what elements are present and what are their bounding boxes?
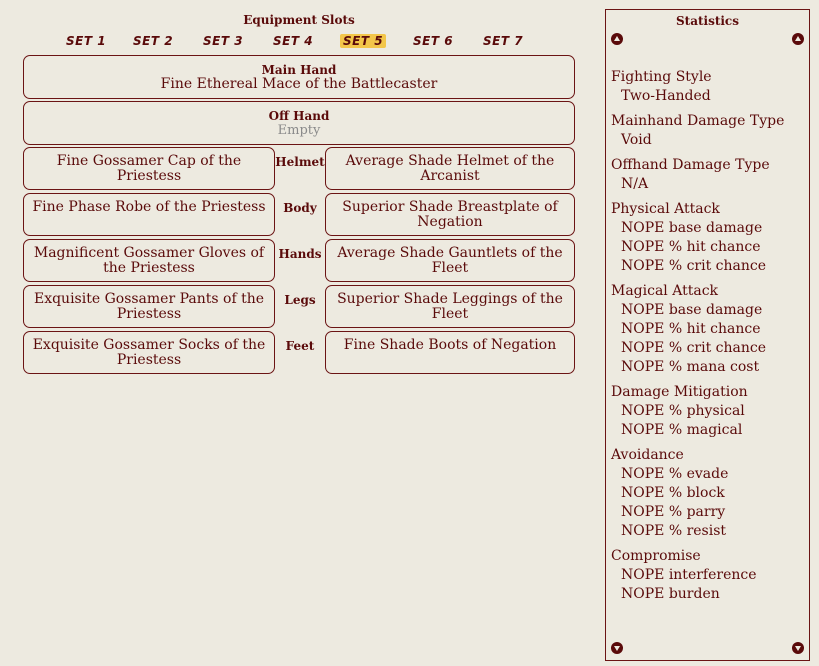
stat-value: NOPE % block <box>621 485 725 501</box>
stat-heading: Compromise <box>611 548 701 564</box>
helmet-set-a-slot[interactable]: Fine Gossamer Cap of the Priestess <box>23 147 275 190</box>
body-label: Body <box>283 201 317 215</box>
scroll-up-arrow-icon[interactable] <box>792 33 804 45</box>
equipment-title: Equipment Slots <box>243 13 355 27</box>
tab-set-5[interactable]: SET 5 <box>340 34 386 48</box>
stat-value: NOPE % magical <box>621 422 743 438</box>
stat-heading: Physical Attack <box>611 201 720 217</box>
tab-set-1[interactable]: SET 1 <box>66 34 107 48</box>
stat-section-offhand-damage <box>611 156 806 194</box>
stat-value: NOPE % crit chance <box>621 340 767 356</box>
off-hand-label: Off Hand <box>268 109 330 123</box>
statistics-title: Statistics <box>675 14 739 28</box>
stat-value: Two-Handed <box>621 88 711 104</box>
legs-set-b-slot[interactable]: Superior Shade Leggings of the Fleet <box>325 285 575 328</box>
stat-value: NOPE % physical <box>621 403 745 419</box>
tab-set-2[interactable]: SET 2 <box>133 34 174 48</box>
stat-heading: Avoidance <box>611 447 684 463</box>
main-hand-label: Main Hand <box>261 63 337 77</box>
main-hand-slot[interactable] <box>23 55 575 99</box>
stat-value: NOPE base damage <box>621 220 763 236</box>
helmet-label: Helmet <box>275 155 325 169</box>
stat-value: NOPE % hit chance <box>621 239 761 255</box>
feet-set-a-slot[interactable]: Exquisite Gossamer Socks of the Priestess <box>23 331 275 374</box>
stat-section-fighting-style <box>611 68 806 106</box>
stat-value: NOPE % resist <box>621 523 727 539</box>
feet-set-b-slot[interactable]: Fine Shade Boots of Negation <box>325 331 575 374</box>
legs-set-a-slot[interactable]: Exquisite Gossamer Pants of the Priestess <box>23 285 275 328</box>
stat-value: NOPE % evade <box>621 466 729 482</box>
off-hand-slot[interactable] <box>23 101 575 145</box>
hands-set-b-slot[interactable]: Average Shade Gauntlets of the Fleet <box>325 239 575 282</box>
stat-section-physical-attack <box>611 200 806 276</box>
stat-heading: Damage Mitigation <box>611 384 748 400</box>
set-tabs <box>0 34 600 50</box>
hands-set-a-slot[interactable]: Magnificent Gossamer Gloves of the Priestess <box>23 239 275 282</box>
stat-value: NOPE % mana cost <box>621 359 760 375</box>
legs-label: Legs <box>284 293 316 307</box>
scroll-up-arrow-icon[interactable] <box>611 33 623 45</box>
main-hand-item: Fine Ethereal Mace of the Battlecaster <box>160 76 438 92</box>
stat-heading: Fighting Style <box>611 69 712 85</box>
stat-section-avoidance <box>611 446 806 541</box>
stat-heading: Magical Attack <box>611 283 719 299</box>
stat-value: NOPE base damage <box>621 302 763 318</box>
stat-heading: Offhand Damage Type <box>611 157 770 173</box>
hands-label: Hands <box>278 247 322 261</box>
scroll-down-arrow-icon[interactable] <box>792 642 804 654</box>
stat-section-magical-attack <box>611 282 806 377</box>
stat-value: Void <box>621 132 652 148</box>
stat-value: NOPE % hit chance <box>621 321 761 337</box>
tab-set-3[interactable]: SET 3 <box>203 34 244 48</box>
statistics-panel <box>605 9 810 661</box>
helmet-set-b-slot[interactable]: Average Shade Helmet of the Arcanist <box>325 147 575 190</box>
off-hand-item: Empty <box>277 123 321 138</box>
feet-label: Feet <box>285 339 315 353</box>
stat-value: N/A <box>621 176 649 192</box>
body-set-a-slot[interactable]: Fine Phase Robe of the Priestess <box>23 193 275 236</box>
tab-set-7[interactable]: SET 7 <box>483 34 524 48</box>
tab-set-4[interactable]: SET 4 <box>273 34 314 48</box>
stat-value: NOPE interference <box>621 567 757 583</box>
stat-value: NOPE % parry <box>621 504 726 520</box>
scroll-down-arrow-icon[interactable] <box>611 642 623 654</box>
stat-value: NOPE burden <box>621 586 720 602</box>
statistics-list <box>611 68 806 610</box>
stat-value: NOPE % crit chance <box>621 258 767 274</box>
stat-section-damage-mitigation <box>611 383 806 440</box>
stat-section-compromise <box>611 547 806 604</box>
tab-set-6[interactable]: SET 6 <box>413 34 454 48</box>
stat-section-mainhand-damage <box>611 112 806 150</box>
stat-heading: Mainhand Damage Type <box>611 113 785 129</box>
body-set-b-slot[interactable]: Superior Shade Breastplate of Negation <box>325 193 575 236</box>
